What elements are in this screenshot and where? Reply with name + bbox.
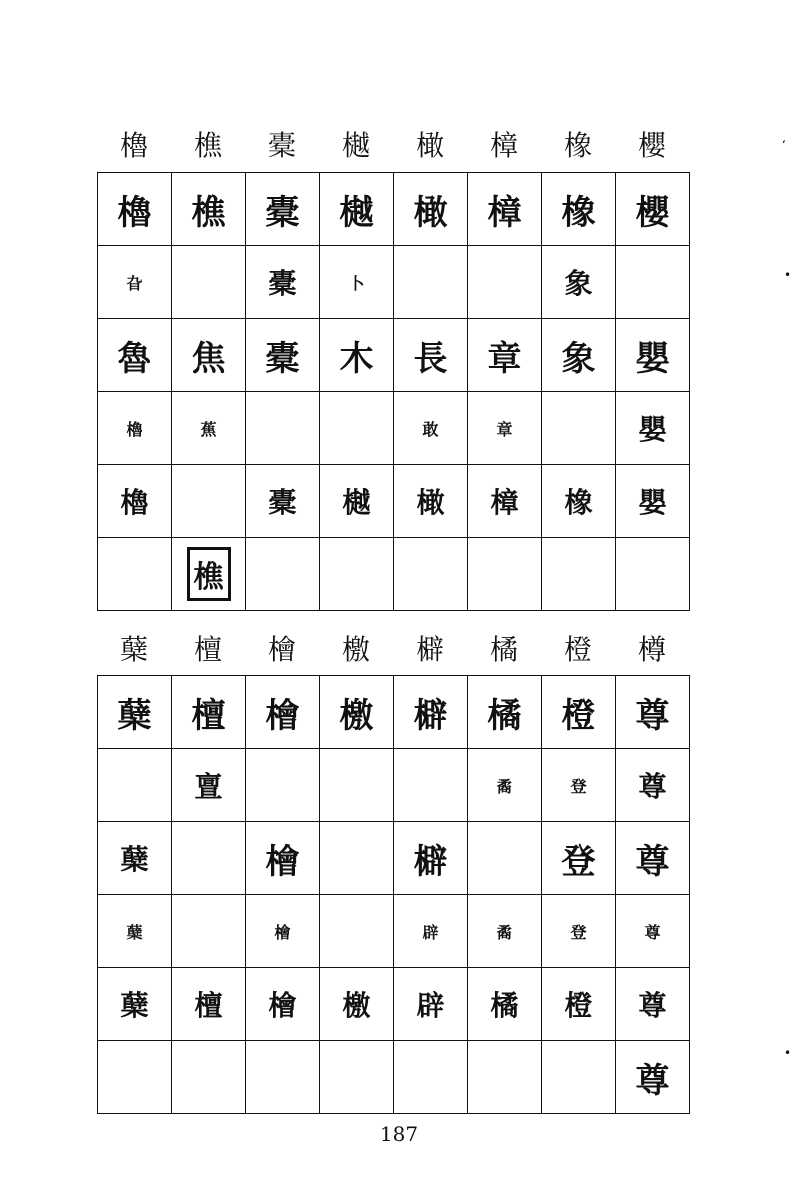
glyph-cell bbox=[172, 968, 246, 1041]
glyph-boxed: 樵 bbox=[187, 547, 231, 601]
section2-header-row bbox=[97, 630, 689, 670]
glyph: 木 bbox=[339, 338, 374, 379]
glyph-cell bbox=[320, 538, 394, 611]
glyph-cell bbox=[172, 895, 246, 968]
glyph: 焦 bbox=[191, 338, 226, 379]
section1-header-4: 橄 bbox=[415, 129, 444, 162]
glyph-cell bbox=[616, 392, 690, 465]
glyph-cell bbox=[542, 465, 616, 538]
glyph: 橐 bbox=[268, 486, 297, 519]
glyph: 敢 bbox=[422, 419, 439, 439]
table-row bbox=[98, 392, 690, 465]
table-row bbox=[98, 173, 690, 246]
glyph: 尊 bbox=[635, 695, 670, 736]
glyph-cell bbox=[246, 319, 320, 392]
glyph: 櫓 bbox=[117, 192, 152, 233]
glyph-cell bbox=[394, 319, 468, 392]
section2-glyph-table bbox=[97, 675, 690, 1114]
glyph-cell bbox=[616, 173, 690, 246]
glyph: 嬰 bbox=[638, 413, 667, 446]
glyph-cell bbox=[246, 1041, 320, 1114]
glyph: 橘 bbox=[490, 989, 519, 1022]
glyph-cell bbox=[394, 392, 468, 465]
glyph-cell bbox=[542, 749, 616, 822]
section1-header-5: 樟 bbox=[489, 129, 518, 162]
glyph: 檀 bbox=[191, 695, 226, 736]
glyph: 登 bbox=[570, 776, 587, 796]
glyph: 檜 bbox=[265, 841, 300, 882]
glyph-cell bbox=[98, 173, 172, 246]
table-row bbox=[98, 822, 690, 895]
glyph-cell bbox=[246, 173, 320, 246]
glyph: 樟 bbox=[490, 486, 519, 519]
glyph-cell bbox=[246, 968, 320, 1041]
glyph: 登 bbox=[570, 922, 587, 942]
glyph: 檜 bbox=[265, 695, 300, 736]
glyph-cell bbox=[616, 676, 690, 749]
glyph: 檘 bbox=[413, 841, 448, 882]
section1-header-1: 樵 bbox=[193, 129, 222, 162]
glyph-cell bbox=[542, 319, 616, 392]
glyph-cell bbox=[98, 319, 172, 392]
glyph-cell bbox=[394, 1041, 468, 1114]
section2-header-3: 檄 bbox=[341, 633, 370, 666]
glyph-cell bbox=[468, 749, 542, 822]
glyph-cell bbox=[172, 1041, 246, 1114]
glyph-cell bbox=[616, 749, 690, 822]
glyph: 樾 bbox=[342, 486, 371, 519]
glyph: 櫓 bbox=[120, 486, 149, 519]
glyph: 檜 bbox=[268, 989, 297, 1022]
glyph-cell bbox=[616, 968, 690, 1041]
glyph-cell bbox=[542, 822, 616, 895]
glyph-cell bbox=[98, 1041, 172, 1114]
glyph-cell bbox=[172, 538, 246, 611]
table-row bbox=[98, 1041, 690, 1114]
section1-header-2: 橐 bbox=[267, 129, 296, 162]
glyph: 檜 bbox=[274, 922, 291, 942]
glyph-cell bbox=[320, 676, 394, 749]
glyph: 檀 bbox=[194, 989, 223, 1022]
glyph: 樟 bbox=[487, 192, 522, 233]
glyph: 旮 bbox=[126, 273, 143, 293]
glyph-cell bbox=[98, 676, 172, 749]
glyph-cell bbox=[394, 676, 468, 749]
glyph-cell bbox=[172, 465, 246, 538]
glyph-cell bbox=[246, 246, 320, 319]
glyph-cell bbox=[468, 173, 542, 246]
section1-glyph-table bbox=[97, 172, 690, 611]
glyph-cell bbox=[468, 319, 542, 392]
glyph-cell bbox=[98, 538, 172, 611]
glyph-cell bbox=[394, 749, 468, 822]
glyph-cell bbox=[172, 392, 246, 465]
glyph-cell bbox=[320, 173, 394, 246]
glyph: 章 bbox=[496, 419, 513, 439]
glyph-cell bbox=[542, 676, 616, 749]
glyph: 檄 bbox=[342, 989, 371, 1022]
glyph: 矞 bbox=[496, 922, 513, 942]
table-row bbox=[98, 895, 690, 968]
glyph: 蘖 bbox=[117, 695, 152, 736]
glyph-cell bbox=[172, 749, 246, 822]
glyph-cell bbox=[320, 465, 394, 538]
glyph: 魯 bbox=[117, 338, 152, 379]
glyph-cell bbox=[320, 895, 394, 968]
table-row bbox=[98, 538, 690, 611]
glyph-cell bbox=[320, 749, 394, 822]
section2-header-4: 檘 bbox=[415, 633, 444, 666]
glyph-cell bbox=[542, 246, 616, 319]
glyph-cell bbox=[468, 246, 542, 319]
glyph: 尊 bbox=[635, 1060, 670, 1101]
glyph-cell bbox=[616, 246, 690, 319]
glyph: 嬰 bbox=[635, 338, 670, 379]
table-row bbox=[98, 319, 690, 392]
scan-mark: • bbox=[784, 268, 792, 282]
glyph: 橡 bbox=[561, 192, 596, 233]
glyph: 蕉 bbox=[200, 419, 217, 439]
glyph: 橐 bbox=[265, 192, 300, 233]
glyph: 櫓 bbox=[126, 419, 143, 439]
glyph-cell bbox=[394, 822, 468, 895]
glyph: 卜 bbox=[348, 273, 365, 293]
glyph-cell bbox=[172, 319, 246, 392]
glyph-cell bbox=[616, 822, 690, 895]
glyph-cell bbox=[468, 465, 542, 538]
section2-header-0: 蘖 bbox=[119, 633, 148, 666]
glyph: 矞 bbox=[496, 776, 513, 796]
glyph-cell bbox=[394, 895, 468, 968]
glyph: 蘖 bbox=[120, 843, 149, 876]
glyph-cell bbox=[394, 968, 468, 1041]
glyph-cell bbox=[98, 968, 172, 1041]
glyph-cell bbox=[98, 392, 172, 465]
glyph-cell bbox=[172, 173, 246, 246]
glyph-cell bbox=[394, 173, 468, 246]
glyph-cell bbox=[320, 1041, 394, 1114]
glyph: 樵 bbox=[191, 192, 226, 233]
glyph-cell bbox=[98, 749, 172, 822]
glyph-cell bbox=[246, 749, 320, 822]
glyph-cell bbox=[98, 465, 172, 538]
glyph-cell bbox=[542, 968, 616, 1041]
glyph: 辟 bbox=[422, 922, 439, 942]
section2-header-2: 檜 bbox=[267, 633, 296, 666]
section1-header-6: 橡 bbox=[563, 129, 592, 162]
glyph-cell bbox=[98, 895, 172, 968]
table-row bbox=[98, 465, 690, 538]
glyph: 象 bbox=[561, 338, 596, 379]
glyph-cell bbox=[542, 392, 616, 465]
glyph: 檄 bbox=[339, 695, 374, 736]
glyph: 蘖 bbox=[126, 922, 143, 942]
glyph-cell bbox=[616, 319, 690, 392]
section2-header-1: 檀 bbox=[193, 633, 222, 666]
glyph-cell bbox=[246, 676, 320, 749]
glyph-cell bbox=[468, 895, 542, 968]
glyph-cell bbox=[616, 465, 690, 538]
glyph-cell bbox=[468, 392, 542, 465]
glyph: 橄 bbox=[416, 486, 445, 519]
glyph-cell bbox=[468, 822, 542, 895]
glyph: 嬰 bbox=[638, 486, 667, 519]
glyph: 長 bbox=[413, 338, 448, 379]
glyph-cell bbox=[320, 968, 394, 1041]
glyph: 尊 bbox=[635, 841, 670, 882]
section1-header-3: 樾 bbox=[341, 129, 370, 162]
scan-mark: ‘ bbox=[782, 138, 786, 152]
glyph: 橄 bbox=[413, 192, 448, 233]
glyph-cell bbox=[542, 895, 616, 968]
glyph-cell bbox=[468, 968, 542, 1041]
glyph-cell bbox=[468, 1041, 542, 1114]
table-row bbox=[98, 246, 690, 319]
glyph-cell bbox=[394, 246, 468, 319]
glyph: 檘 bbox=[413, 695, 448, 736]
glyph-cell bbox=[320, 246, 394, 319]
glyph-cell bbox=[542, 173, 616, 246]
glyph: 尊 bbox=[638, 989, 667, 1022]
glyph: 橙 bbox=[561, 695, 596, 736]
glyph: 樾 bbox=[339, 192, 374, 233]
glyph-cell bbox=[246, 392, 320, 465]
glyph-cell bbox=[246, 895, 320, 968]
glyph: 橘 bbox=[487, 695, 522, 736]
glyph: 亶 bbox=[194, 770, 223, 803]
glyph-cell bbox=[172, 246, 246, 319]
glyph-cell bbox=[542, 538, 616, 611]
glyph: 橐 bbox=[265, 338, 300, 379]
glyph-cell bbox=[98, 246, 172, 319]
glyph-cell bbox=[616, 895, 690, 968]
glyph: 蘖 bbox=[120, 989, 149, 1022]
glyph: 櫻 bbox=[635, 192, 670, 233]
glyph-cell bbox=[246, 465, 320, 538]
glyph: 橐 bbox=[268, 267, 297, 300]
glyph-cell bbox=[172, 822, 246, 895]
page-number: 187 bbox=[379, 1122, 419, 1146]
glyph-cell bbox=[320, 319, 394, 392]
glyph-cell bbox=[468, 538, 542, 611]
section1-header-row bbox=[97, 126, 689, 166]
section2-header-6: 橙 bbox=[563, 633, 592, 666]
glyph: 尊 bbox=[638, 770, 667, 803]
glyph-cell bbox=[320, 392, 394, 465]
glyph: 象 bbox=[564, 267, 593, 300]
table-row bbox=[98, 968, 690, 1041]
table-row bbox=[98, 676, 690, 749]
glyph-cell bbox=[394, 465, 468, 538]
glyph: 橡 bbox=[564, 486, 593, 519]
section1-header-7: 櫻 bbox=[637, 129, 666, 162]
table-row bbox=[98, 749, 690, 822]
glyph-cell bbox=[246, 822, 320, 895]
glyph: 章 bbox=[487, 338, 522, 379]
glyph-cell bbox=[172, 676, 246, 749]
glyph-cell bbox=[616, 1041, 690, 1114]
section1-header-0: 櫓 bbox=[119, 129, 148, 162]
glyph: 橙 bbox=[564, 989, 593, 1022]
glyph-cell bbox=[468, 676, 542, 749]
glyph: 登 bbox=[561, 841, 596, 882]
section2-header-5: 橘 bbox=[489, 633, 518, 666]
glyph-cell bbox=[616, 538, 690, 611]
glyph: 尊 bbox=[644, 922, 661, 942]
glyph-cell bbox=[320, 822, 394, 895]
section2-header-7: 樽 bbox=[637, 633, 666, 666]
glyph-cell bbox=[542, 1041, 616, 1114]
glyph-cell bbox=[394, 538, 468, 611]
glyph: 辟 bbox=[416, 989, 445, 1022]
glyph-cell bbox=[246, 538, 320, 611]
scan-mark: • bbox=[784, 1046, 792, 1060]
glyph-cell bbox=[98, 822, 172, 895]
